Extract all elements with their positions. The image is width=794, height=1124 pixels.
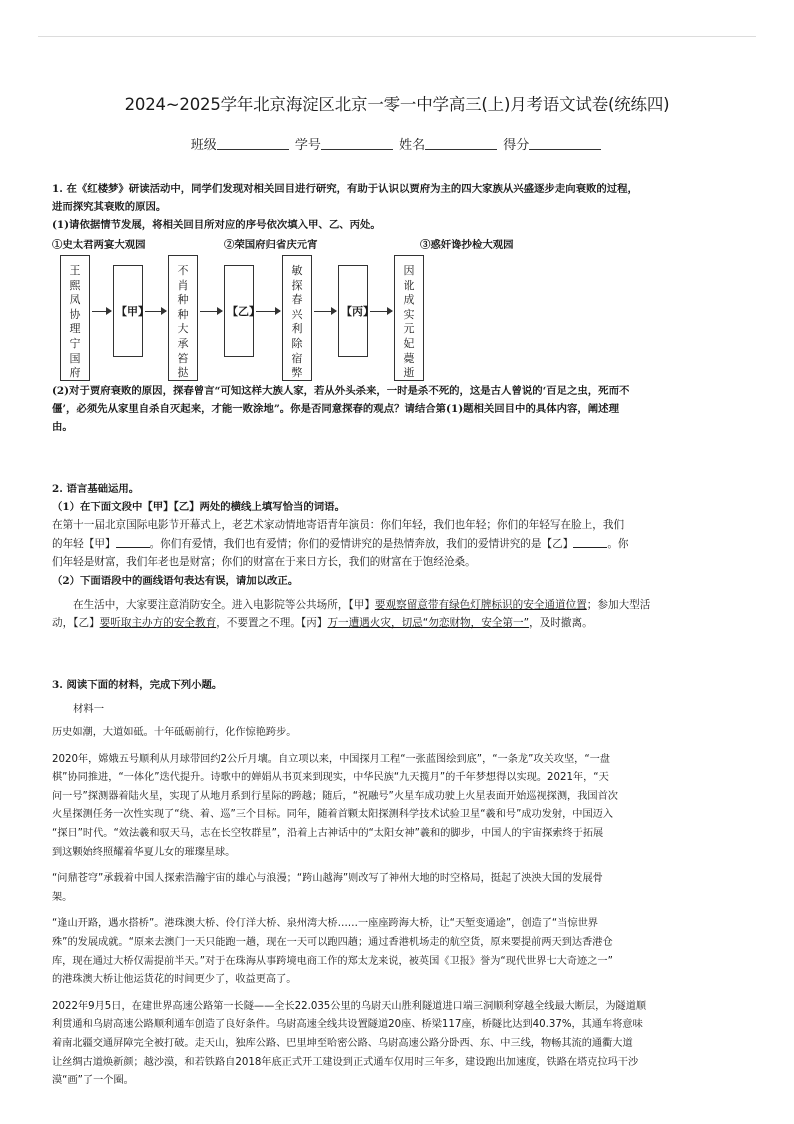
q2-passage2 bbox=[52, 596, 742, 633]
para3-line: 的港珠澳大桥让他运货花的时间更少了，收益更高了。 bbox=[52, 974, 297, 986]
student-info-line bbox=[0, 134, 794, 153]
para2-line: 架。 bbox=[52, 891, 73, 903]
id-blank[interactable] bbox=[321, 135, 393, 150]
para4-line: 着南北疆交通屏障完全被打破。走天山，独库公路、巴里坤至哈密公路、乌尉高速公路分卧西、东、中三线，物畅其流的通衢大道 bbox=[52, 1037, 633, 1049]
para3-line: 库，现在通过大桥仅需提前半天。”对于在珠海从事跨境电商工作的郑太龙来说，被英国《卫报》誉为“现代世界七大奇迹之一” bbox=[52, 955, 613, 967]
q2-stem: 2. 语言基础运用。 bbox=[52, 483, 140, 495]
chapter-box-1 bbox=[60, 255, 90, 381]
chapter-box-2 bbox=[168, 255, 198, 381]
lead-sentence: 历史如潮，大道如砥。十年砥砺前行，化作惊艳跨步。 bbox=[52, 727, 297, 738]
marker-yi bbox=[227, 303, 260, 319]
arrow-3 bbox=[200, 311, 222, 312]
para1-line: 2020年，嫦娥五号顺利从月球带回约2公斤月壤。自立项以来，中国探月工程“一张蓝图绘到底”，“一条龙”攻关攻坚，“一盘 bbox=[52, 753, 610, 765]
paragraph-3 bbox=[52, 915, 742, 989]
q1-sub1: (1)请依据情节发展，将相关回目所对应的序号依次填入甲、乙、丙处。 bbox=[52, 219, 381, 231]
arrow-4 bbox=[256, 311, 280, 312]
q2-sub1: （1）在下面文段中【甲】【乙】两处的横线上填写恰当的词语。 bbox=[52, 501, 345, 513]
chapter-flow-diagram bbox=[52, 251, 422, 383]
q2-p2-e: ，及时撤离。 bbox=[529, 617, 593, 629]
class-label: 班级 bbox=[190, 138, 217, 153]
q2-p1-e: 们年轻是财富，我们年老也是财富；你们的财富在于来日方长，我们的财富在于饱经沧桑。 bbox=[52, 556, 476, 568]
q1-sub2-line3: 由。 bbox=[52, 421, 73, 433]
q1-sub2-line1: (2)对于贾府衰败的原因，探春曾言“可知这样大族人家，若从外头杀来，一时是杀不死的，这是古人曾说的‘百足之虫，死而不 bbox=[52, 385, 630, 397]
para3-line: 殊”的发展成就。“原来去澳门一天只能跑一趟，现在一天可以跑四趟；通过香港机场走的航空货，原来要提前两天到达香港仓 bbox=[52, 936, 613, 948]
arrow-1 bbox=[92, 311, 111, 312]
q1-sub2-line2: 僵’，必须先从家里自杀自灭起来，才能一败涂地”。你是否同意探春的观点？请结合第(1)题相关回目中的具体内容，阐述理 bbox=[52, 403, 619, 415]
q3-reading bbox=[52, 724, 742, 1091]
chapter-box-3-text: 敏 探 春 兴 利 除 宿 弊 bbox=[291, 264, 303, 380]
chapter-box-4 bbox=[394, 255, 424, 381]
q2-p2-b: ；参加大型活 bbox=[586, 598, 651, 611]
id-label: 学号 bbox=[294, 138, 321, 153]
marker-jia bbox=[116, 303, 149, 319]
option-3: ③惑奸谗抄检大观园 bbox=[420, 239, 514, 251]
paragraph-1 bbox=[52, 751, 742, 863]
q2-p1-a: 在第十一届北京国际电影节开幕式上，老艺术家动情地寄语青年演员：你们年轻，我们也年轻；你们的年轻写在脸上，我们 bbox=[52, 519, 625, 531]
para1-line: “探日”时代。“效法羲和驭天马，志在长空牧群星”，沿着上古神话中的“太阳女神”羲和的脚步，中国人的宇宙探索终于拓展 bbox=[52, 827, 604, 839]
arrow-6 bbox=[370, 311, 392, 312]
para2-line: “问鼎苍穹”承载着中国人探索浩瀚宇宙的雄心与浪漫；“跨山越海”则改写了神州大地的时空格局，挺起了泱泱大国的发展骨 bbox=[52, 873, 603, 885]
header-rule bbox=[38, 36, 756, 37]
score-label: 得分 bbox=[503, 138, 530, 153]
name-blank[interactable] bbox=[425, 135, 497, 150]
class-blank[interactable] bbox=[217, 135, 289, 150]
chapter-box-3 bbox=[282, 255, 312, 381]
arrow-2 bbox=[145, 311, 166, 312]
q1-stem bbox=[52, 180, 742, 234]
q2-p1-d: 。你 bbox=[607, 537, 629, 550]
q2-passage1 bbox=[52, 516, 742, 572]
q3-stem: 3. 阅读下面的材料，完成下列小题。 bbox=[52, 679, 223, 691]
para1-line: 火星探测任务一次性实现了“绕、着、巡”三个目标。同年，随着首颗太阳探测科学技术试验卫星“羲和号”成功发射，中国迈入 bbox=[52, 809, 614, 821]
marker-bing bbox=[341, 303, 374, 319]
q2-p1-c: 。你们有爱情，我们也有爱情；你们的爱情讲究的是热情奔放，我们的爱情讲究的是【乙】 bbox=[149, 537, 574, 550]
blank-jia[interactable] bbox=[116, 536, 150, 548]
marker-yi-text: 【乙】 bbox=[227, 305, 260, 318]
page-title: 2024~2025学年北京海淀区北京一零一中学高三(上)月考语文试卷(统练四) bbox=[124, 95, 670, 114]
arrow-5 bbox=[314, 311, 336, 312]
paragraph-2 bbox=[52, 870, 742, 907]
q2-block bbox=[52, 480, 742, 633]
blank-yi[interactable] bbox=[573, 536, 607, 548]
para1-line: 到这颗始终照耀着华夏儿女的璀璨星球。 bbox=[52, 846, 236, 858]
q1-options bbox=[52, 236, 742, 252]
para3-line: “逢山开路，遇水搭桥”。港珠澳大桥、伶仃洋大桥、泉州湾大桥……一座座跨海大桥，让“天堑变通途”，创造了“当惊世界 bbox=[52, 918, 598, 930]
paragraph-4 bbox=[52, 998, 742, 1091]
q2-p2-d: ，不要置之不理。【丙】 bbox=[216, 617, 328, 629]
underlined-sentence-jia: 要观察留意带有绿色灯牌标识的安全通道位置 bbox=[374, 598, 587, 611]
option-1: ①史太君两宴大观园 bbox=[52, 239, 146, 251]
chapter-box-4-text: 因 讹 成 实 元 妃 薨 逝 bbox=[403, 264, 415, 380]
para4-line: 让丝绸古道焕新颜；越沙漠，和若铁路自2018年底正式开工建设到正式通车仅用时三年多，建设跑出加速度，铁路在塔克拉玛干沙 bbox=[52, 1056, 639, 1068]
para4-line: 2022年9月5日，在建世界高速公路第一长隧——全长22.035公里的乌尉天山胜利隧道进口端三洞顺利穿越全线最大断层，为隧道顺 bbox=[52, 1000, 647, 1012]
q2-p2-a: 在生活中，大家要注意消防安全。进入电影院等公共场所，【甲】 bbox=[73, 598, 375, 611]
score-blank[interactable] bbox=[529, 135, 601, 150]
q1-stem-line2: 进而探究其衰败的原因。 bbox=[52, 201, 167, 213]
name-label: 姓名 bbox=[399, 138, 426, 153]
material-label: 材料一 bbox=[73, 703, 105, 715]
para4-line: 利贯通和乌尉高速公路顺利通车创造了良好条件。乌尉高速全线共设置隧道20座、桥梁117座，桥隧比达到40.37%，其通车将意味 bbox=[52, 1019, 643, 1031]
para1-line: 问一号”探测器着陆火星，实现了从地月系到行星际的跨越；随后，“祝融号”火星车成功驶上火星表面开始巡视探测，我国首次 bbox=[52, 790, 618, 802]
q1-sub2 bbox=[52, 382, 742, 436]
q2-p1-b: 的年轻【甲】 bbox=[52, 537, 116, 550]
underlined-sentence-yi: 要听取主办方的安全教育 bbox=[99, 617, 217, 629]
chapter-box-2-text: 不 肖 种 种 大 承 笞 挞 bbox=[177, 264, 189, 380]
para4-line: 漠“画”了一个圈。 bbox=[52, 1075, 134, 1087]
marker-jia-text: 【甲】 bbox=[116, 305, 149, 318]
q3-block bbox=[52, 676, 742, 718]
chapter-box-1-text: 王 熙 凤 协 理 宁 国 府 bbox=[69, 264, 81, 380]
marker-bing-text: 【丙】 bbox=[341, 305, 374, 318]
q2-p2-c: 动，【乙】 bbox=[52, 617, 100, 629]
underlined-sentence-bing: 万一遭遇火灾，切忌“勿恋财物，安全第一” bbox=[327, 617, 530, 629]
q2-sub2: （2）下面语段中的画线语句表达有误，请加以改正。 bbox=[52, 574, 299, 587]
para1-line: 棋”协同推进，“一体化”迭代提升。诗歌中的婵娟从书页来到现实，中华民族“九天揽月”的千年梦想得以实现。2021年，“天 bbox=[52, 772, 609, 784]
option-2: ②荣国府归省庆元宵 bbox=[224, 239, 318, 251]
q1-stem-line1: 1. 在《红楼梦》研读活动中，同学们发现对相关回目进行研究，有助于认识以贾府为主的四大家族从兴盛逐步走向衰败的过程， bbox=[52, 183, 638, 195]
